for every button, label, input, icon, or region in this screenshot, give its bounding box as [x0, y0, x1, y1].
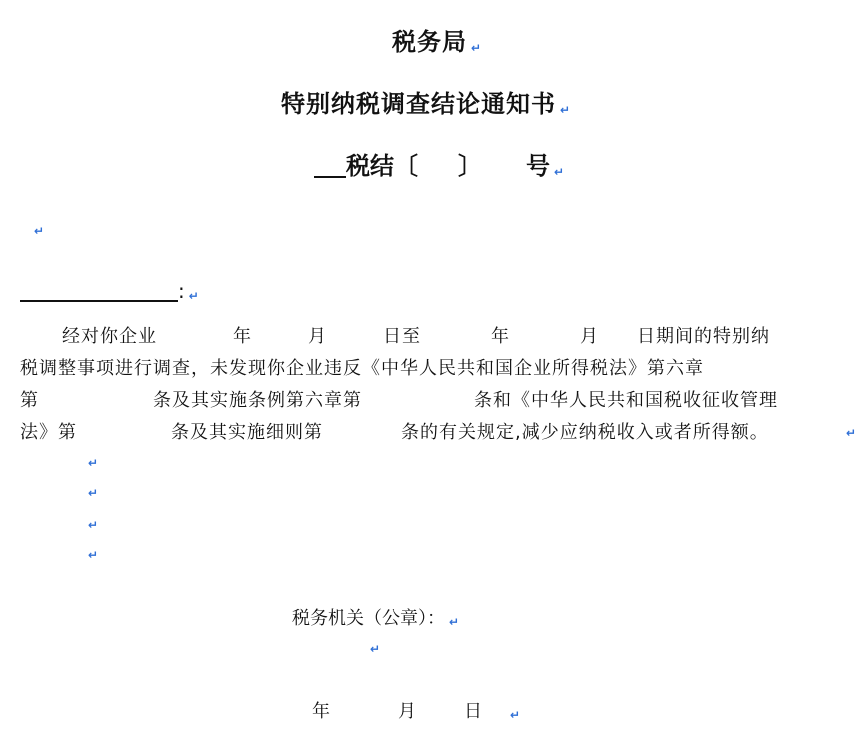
addressee-colon: :	[178, 279, 185, 303]
body-text: 第	[20, 390, 39, 411]
body-text: 月	[308, 326, 327, 347]
document-number	[314, 146, 564, 181]
date-line	[312, 697, 520, 723]
doc-number-part3: 号	[526, 152, 550, 180]
paragraph-mark-icon: ↵	[510, 708, 521, 722]
empty-paragraph	[84, 484, 98, 500]
agency-title	[392, 22, 482, 57]
body-text: 年	[491, 326, 510, 347]
body-text: 年	[233, 326, 252, 347]
paragraph-mark-icon: ↵	[471, 41, 483, 55]
paragraph-mark-icon: ↵	[554, 165, 565, 179]
empty-paragraph	[366, 640, 380, 656]
body-line-1	[62, 322, 770, 348]
paragraph-mark-icon: ↵	[449, 615, 460, 629]
body-text: 税调整事项进行调查，未发现你企业违反《中华人民共和国企业所得税法》第六章	[20, 358, 704, 379]
notice-title-text: 特别纳税调查结论通知书	[281, 90, 556, 118]
paragraph-mark-icon: ↵	[88, 456, 99, 470]
body-text: 月	[580, 326, 599, 347]
body-text: 日期间的特别纳	[637, 326, 770, 347]
addressee-line	[20, 276, 199, 303]
body-line-3	[20, 386, 778, 412]
doc-number-part2: 〕	[458, 152, 482, 180]
date-year: 年	[312, 701, 330, 722]
body-end-mark	[842, 424, 856, 440]
empty-paragraph	[30, 222, 44, 238]
paragraph-mark-icon: ↵	[88, 518, 99, 532]
empty-paragraph	[84, 546, 98, 562]
empty-paragraph	[84, 454, 98, 470]
body-line-2	[20, 354, 704, 380]
body-text: 条的有关规定,减少应纳税收入或者所得额。	[401, 422, 769, 443]
seal-line	[292, 604, 459, 630]
doc-number-part1: 税结〔	[346, 152, 418, 180]
empty-paragraph	[84, 516, 98, 532]
paragraph-mark-icon: ↵	[34, 224, 45, 238]
paragraph-mark-icon: ↵	[88, 548, 99, 562]
prefix-blank[interactable]	[314, 150, 346, 178]
body-text: 条和《中华人民共和国税收征收管理	[474, 390, 778, 411]
body-text: 条及其实施条例第六章第	[153, 390, 362, 411]
body-line-4	[20, 418, 769, 444]
body-text: 条及其实施细则第	[171, 422, 323, 443]
paragraph-mark-icon: ↵	[370, 642, 381, 656]
body-text: 法》第	[20, 422, 77, 443]
paragraph-mark-icon: ↵	[560, 103, 572, 117]
date-day: 日	[464, 701, 482, 722]
seal-label: 税务机关（公章）：	[292, 608, 445, 629]
date-month: 月	[398, 701, 416, 722]
addressee-blank[interactable]	[20, 276, 178, 302]
agency-title-text: 税务局	[392, 28, 467, 56]
paragraph-mark-icon: ↵	[188, 289, 199, 303]
paragraph-mark-icon: ↵	[88, 486, 99, 500]
notice-title	[281, 84, 571, 119]
paragraph-mark-icon: ↵	[846, 426, 857, 440]
body-text: 日至	[383, 326, 421, 347]
body-text: 经对你企业	[62, 326, 157, 347]
